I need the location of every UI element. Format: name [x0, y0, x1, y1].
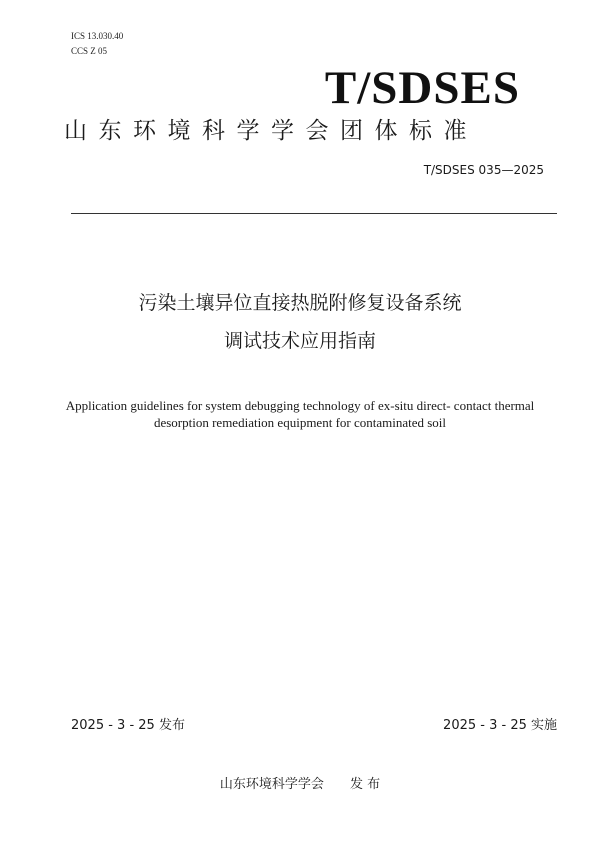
- title-english-line-2: desorption remediation equipment for contaminated soil: [153, 415, 447, 430]
- ccs-code: CCS Z 05: [71, 46, 108, 56]
- header-divider: [71, 213, 557, 214]
- title-chinese-line-2: 调试技术应用指南: [223, 330, 376, 352]
- title-english-line-1: Application guidelines for system debugging technology of ex-situ direct- contact thermal: [65, 398, 535, 413]
- implementation-date: 2025 - 3 - 25 实施: [443, 718, 557, 733]
- publisher-line: [0, 776, 600, 793]
- standard-type-heading: 山东环境科学学会团体标准: [64, 118, 478, 144]
- issue-date: 2025 - 3 - 25 发布: [71, 718, 185, 733]
- publisher-name: 山东环境科学学会: [219, 777, 324, 792]
- standard-number: T/SDSES 035—2025: [423, 163, 544, 177]
- standard-logo: T/SDSES: [324, 62, 520, 114]
- title-chinese-line-1: 污染土壤异位直接热脱附修复设备系统: [138, 292, 462, 314]
- ics-code: ICS 13.030.40: [71, 31, 124, 41]
- publish-label: 发 布: [349, 777, 381, 792]
